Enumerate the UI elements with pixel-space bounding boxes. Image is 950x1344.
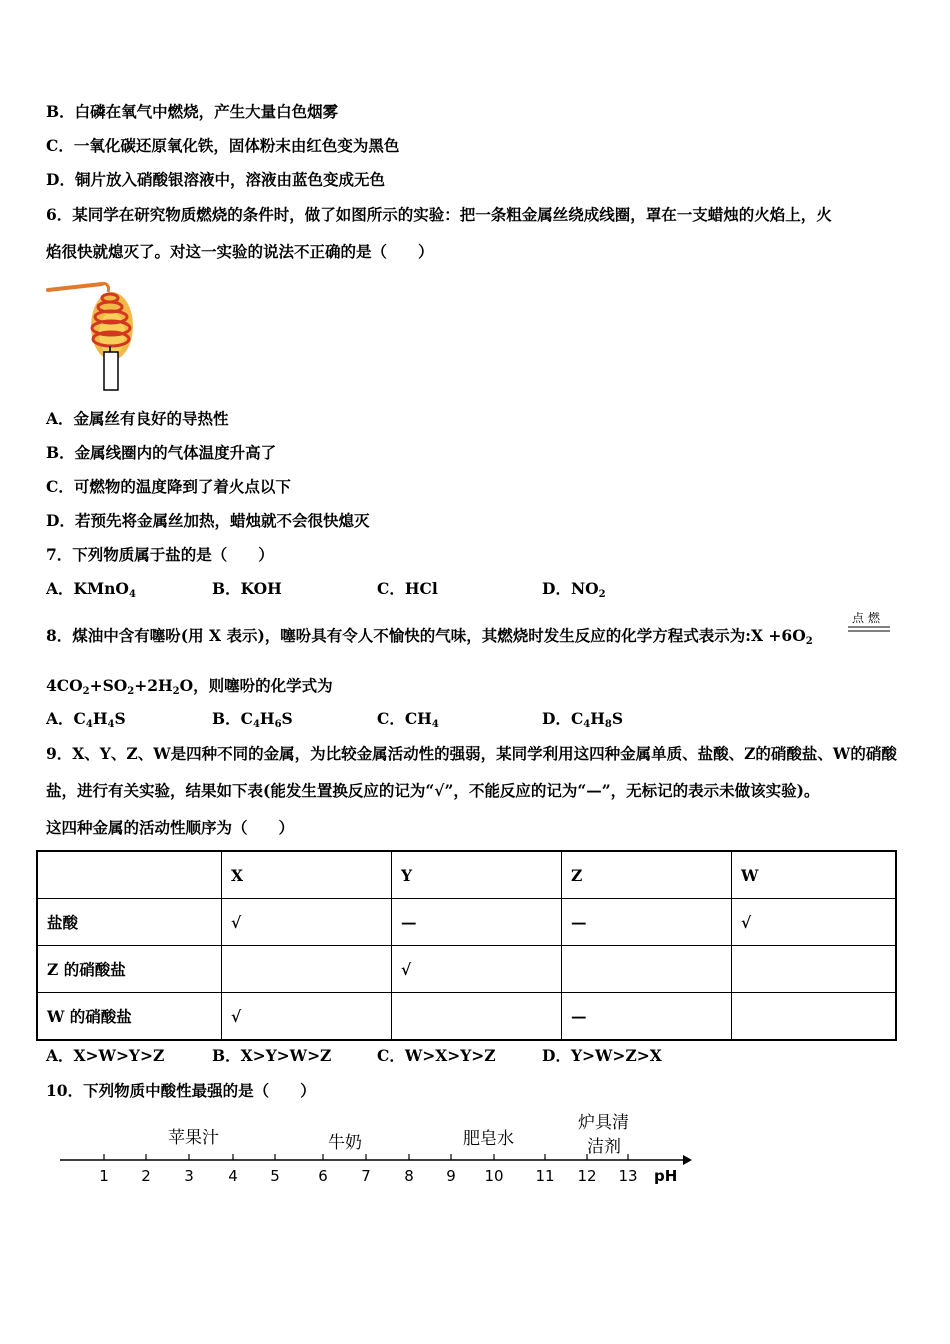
table-cell (37, 851, 222, 899)
ph-label-cleaner-line2: 洁剂 (587, 1137, 621, 1157)
table-cell: √ (222, 993, 392, 1041)
table-cell: Y (392, 851, 562, 899)
table-cell: √ (732, 899, 897, 946)
ph-tick-label: 12 (577, 1167, 597, 1185)
q9-stem-line3: 这四种金属的活动性顺序为（ ） (46, 818, 295, 837)
q6-option-d: D．若预先将金属丝加热，蜡烛就不会很快熄灭 (46, 511, 370, 530)
ph-tick-label: 11 (535, 1167, 555, 1185)
table-cell: X (222, 851, 392, 899)
q8-stem-line2: $4CO_2+SO_2+2H_2O$，则噻吩的化学式为 (46, 676, 333, 697)
q7-option-d: D．$NO_2$ (542, 579, 606, 600)
q8-stem-line1: 8．煤油中含有噻吩(用 X 表示)，噻吩具有令人不愉快的气味，其燃烧时发生反应的化学方程式表示为:X $+6O_2$ (46, 626, 813, 647)
table-cell: W 的硝酸盐 (37, 993, 222, 1041)
table-cell: — (562, 993, 732, 1041)
ph-label-cleaner-line1: 炉具清 (578, 1113, 629, 1133)
reaction-condition: 点燃 (852, 611, 885, 625)
q6-stem-line2: 焰很快就熄灭了。对这一实验的说法不正确的是（ ） (46, 242, 434, 261)
candle-coil-illustration (44, 276, 144, 392)
ph-scale-figure (58, 1108, 698, 1192)
ph-tick-label: 3 (184, 1167, 194, 1185)
q9-option-a: A．X>W>Y>Z (46, 1046, 165, 1065)
table-cell: √ (392, 946, 562, 993)
q9-option-c: C．W>X>Y>Z (377, 1046, 496, 1065)
ph-tick-label: 6 (318, 1167, 328, 1185)
q6-stem-line1: 6．某同学在研究物质燃烧的条件时，做了如图所示的实验：把一条粗金属丝绕成线圈，罩在一支蜡烛的火焰上，火 (46, 205, 832, 224)
table-row (37, 993, 896, 1041)
table-cell: W (732, 851, 897, 899)
candle (104, 352, 118, 390)
table-cell: — (562, 899, 732, 946)
q7-stem: 7．下列物质属于盐的是（ ） (46, 545, 274, 564)
table-cell (222, 946, 392, 993)
table-cell: Z 的硝酸盐 (37, 946, 222, 993)
q9-stem-line2: 盐，进行有关实验，结果如下表(能发生置换反应的记为“√”，不能反应的记为“—”，无标记的表示未做该实验)。 (46, 781, 820, 800)
ph-label-apple-juice: 苹果汁 (168, 1128, 219, 1148)
equation-equals-sign (848, 625, 890, 633)
table-cell (392, 993, 562, 1041)
wire-handle (48, 284, 102, 290)
ph-tick-label: 10 (484, 1167, 504, 1185)
q5-option-b: B．白磷在氧气中燃烧，产生大量白色烟雾 (46, 102, 339, 121)
q9-option-d: D．Y>W>Z>X (542, 1046, 662, 1065)
q7-option-b: B．KOH (212, 579, 282, 598)
table-cell: √ (222, 899, 392, 946)
ph-tick-label: 7 (361, 1167, 371, 1185)
q10-stem: 10．下列物质中酸性最强的是（ ） (46, 1081, 316, 1100)
ph-tick-label: 8 (404, 1167, 414, 1185)
ph-tick-label: 4 (228, 1167, 238, 1185)
ph-label-milk: 牛奶 (328, 1133, 362, 1153)
table-row (37, 946, 896, 993)
q9-option-b: B．X>Y>W>Z (212, 1046, 332, 1065)
table-cell (732, 946, 897, 993)
ph-tick-label: 5 (270, 1167, 280, 1185)
q8-option-c: C．$CH_4$ (377, 709, 439, 730)
table-row (37, 899, 896, 946)
ph-label-soap-water: 肥皂水 (463, 1129, 514, 1149)
q5-option-d: D．铜片放入硝酸银溶液中，溶液由蓝色变成无色 (46, 170, 385, 189)
q8-option-d: D．$C_4H_8S$ (542, 709, 624, 730)
q9-results-table (36, 850, 897, 1041)
q8-option-b: B．$C_4H_6S$ (212, 709, 293, 730)
q6-option-a: A．金属丝有良好的导热性 (46, 409, 229, 428)
q7-option-a: A．KMnO$_4$ (46, 579, 136, 600)
q9-stem-line1: 9．X、Y、Z、W是四种不同的金属，为比较金属活动性的强弱，某同学利用这四种金属单质、盐酸、Z的硝酸盐、W的硝酸 (46, 744, 897, 763)
table-cell: Z (562, 851, 732, 899)
table-cell (732, 993, 897, 1041)
q6-option-b: B．金属线圈内的气体温度升高了 (46, 443, 277, 462)
q8-option-a: A．$C_4H_4S$ (46, 709, 126, 730)
ph-axis-arrow (683, 1155, 692, 1165)
q7-option-c: C．HCl (377, 579, 438, 598)
ph-tick-label: 9 (446, 1167, 456, 1185)
ph-unit-label: pH (654, 1167, 678, 1185)
ph-tick-label: 1 (99, 1167, 109, 1185)
table-cell: — (392, 899, 562, 946)
q6-option-c: C．可燃物的温度降到了着火点以下 (46, 477, 291, 496)
table-header-row (37, 851, 896, 899)
table-cell (562, 946, 732, 993)
table-cell: 盐酸 (37, 899, 222, 946)
q5-option-c: C．一氧化碳还原氧化铁，固体粉末由红色变为黑色 (46, 136, 400, 155)
ph-tick-label: 13 (618, 1167, 638, 1185)
ph-tick-label: 2 (141, 1167, 151, 1185)
